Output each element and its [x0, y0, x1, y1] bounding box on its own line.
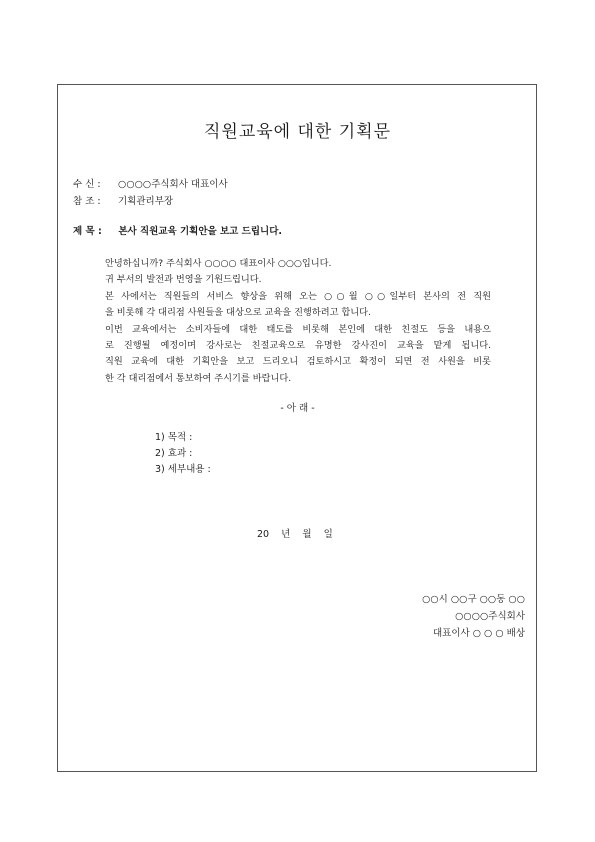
body-line: 안녕하십니까? 주식회사 ○○○○ 대표이사 ○○○입니다.: [105, 258, 332, 269]
recipient-value: ○○○○주식회사 대표이사: [118, 179, 228, 190]
recipient-label: 수 신 :: [73, 179, 101, 190]
date-line: 20 년 월 일: [257, 529, 333, 540]
body-line: 귀 부서의 발전과 번영을 기원드립니다.: [105, 274, 262, 286]
subject-label: 제 목 :: [73, 226, 102, 237]
sender-company: ○○○○주식회사: [455, 611, 525, 622]
item-list: [155, 430, 211, 478]
body-text: [105, 256, 491, 387]
sender-address: ○○시 ○○구 ○○동 ○○: [422, 594, 525, 605]
subject-line: [73, 223, 282, 237]
reference-line: [73, 193, 173, 207]
item-effect: 2) 효과 :: [155, 448, 193, 459]
reference-value: 기획관리부장: [118, 196, 174, 207]
document-title: 직원교육에 대한 기획문: [203, 122, 392, 142]
body-line: 한 각 대리점에서 통보하여 주시기를 바랍니다.: [105, 372, 292, 384]
recipient-line: [73, 176, 228, 190]
item-details: 3) 세부내용 :: [155, 464, 211, 475]
body-line: 직원 교육에 대한 기획안을 보고 드리오니 검토하시고 확정이 되면 전 사원을 비롯: [105, 356, 491, 368]
sender-signature: 대표이사 ○ ○ ○ 배상: [432, 628, 525, 639]
reference-label: 참 조 :: [73, 196, 101, 207]
item-purpose: 1) 목적 :: [155, 432, 193, 443]
body-line: 본 사에서는 직원들의 서비스 향상을 위해 오는 ○○월 ○○일부터 본사의 전 직원: [105, 290, 491, 302]
subject-value: 본사 직원교육 기획안을 보고 드립니다.: [118, 226, 282, 237]
body-line: 이번 교육에서는 소비자들에 대한 태도를 비롯해 본인에 대한 친절도 등을 내용으: [105, 323, 491, 335]
note-heading: - 아 래 -: [280, 403, 315, 414]
body-line: 로 진행될 예정이며 강사로는 친절교육으로 유명한 강사진이 교육을 맡게 됩니다.: [105, 339, 491, 351]
body-line: 을 비롯해 각 대리점 사원들을 대상으로 교육을 진행하려고 합니다.: [105, 307, 371, 319]
